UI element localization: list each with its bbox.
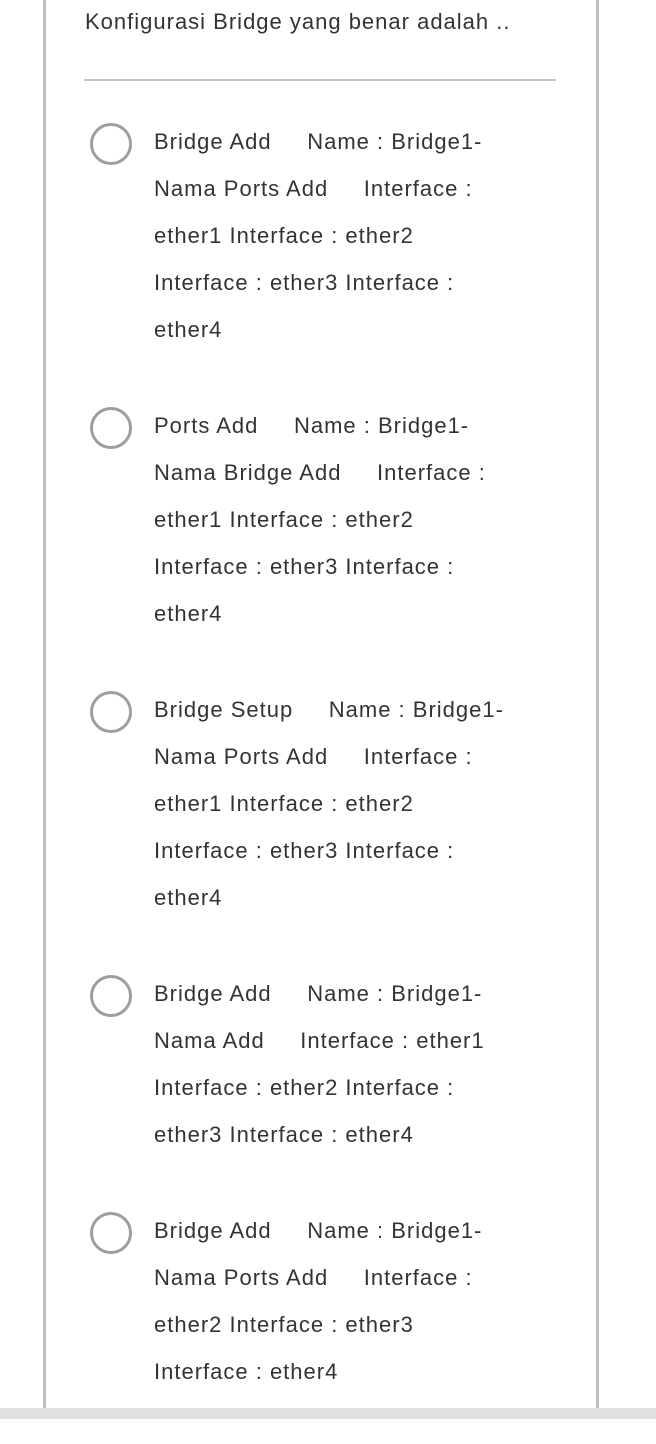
radio-button-icon[interactable] (90, 691, 132, 733)
option-text-line: ether1 Interface : ether2 (154, 791, 414, 816)
answer-options (90, 118, 550, 1444)
bottom-bar (0, 1408, 656, 1419)
option-text-line: Bridge Setup Name : Bridge1- (154, 697, 504, 722)
option-text-line: Bridge Add Name : Bridge1- (154, 1218, 483, 1243)
option-text-line: Interface : ether3 Interface : (154, 270, 455, 295)
answer-option-2[interactable] (90, 402, 550, 637)
option-text-line: Nama Ports Add Interface : (154, 176, 473, 201)
option-text-line: ether1 Interface : ether2 (154, 507, 414, 532)
option-text-line: Interface : ether2 Interface : (154, 1075, 455, 1100)
option-text-line: Nama Add Interface : ether1 (154, 1028, 485, 1053)
option-text-line: Bridge Add Name : Bridge1- (154, 129, 483, 154)
option-text-line: ether3 Interface : ether4 (154, 1122, 414, 1147)
divider (84, 79, 556, 81)
answer-option-5[interactable] (90, 1207, 550, 1395)
option-text-line: Interface : ether3 Interface : (154, 838, 455, 863)
option-text-line: Ports Add Name : Bridge1- (154, 413, 470, 438)
option-text-line: Interface : ether3 Interface : (154, 554, 455, 579)
radio-button-icon[interactable] (90, 407, 132, 449)
answer-option-1[interactable] (90, 118, 550, 353)
option-text-line: Bridge Add Name : Bridge1- (154, 981, 483, 1006)
option-text-line: ether2 Interface : ether3 (154, 1312, 414, 1337)
option-text-line: Interface : ether4 (154, 1359, 339, 1384)
answer-option-4[interactable] (90, 970, 550, 1158)
answer-option-3[interactable] (90, 686, 550, 921)
option-text (154, 118, 482, 353)
option-text (154, 1207, 482, 1395)
option-text-line: ether4 (154, 885, 223, 910)
option-text-line: Nama Ports Add Interface : (154, 744, 473, 769)
option-text (154, 686, 504, 921)
option-text (154, 970, 485, 1158)
option-text-line: Nama Ports Add Interface : (154, 1265, 473, 1290)
option-text-line: ether1 Interface : ether2 (154, 223, 414, 248)
question-text: Konfigurasi Bridge yang benar adalah .. (85, 9, 511, 34)
option-text-line: Nama Bridge Add Interface : (154, 460, 486, 485)
radio-button-icon[interactable] (90, 1212, 132, 1254)
option-text (154, 402, 486, 637)
radio-button-icon[interactable] (90, 123, 132, 165)
option-text-line: ether4 (154, 601, 223, 626)
radio-button-icon[interactable] (90, 975, 132, 1017)
option-text-line: ether4 (154, 317, 223, 342)
